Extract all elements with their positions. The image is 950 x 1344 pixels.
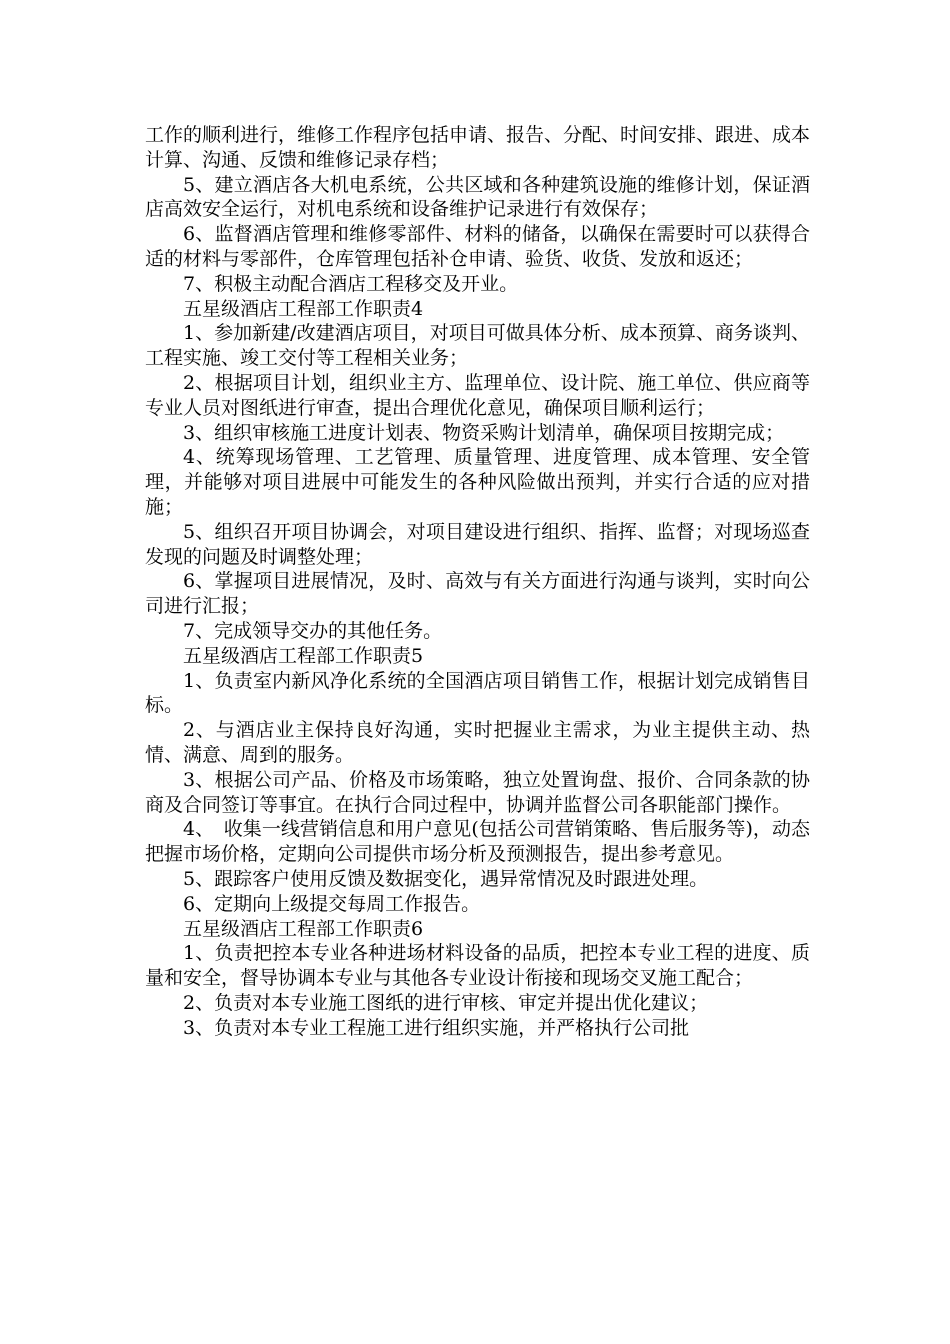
paragraph: 3、组织审核施工进度计划表、物资采购计划清单，确保项目按期完成； [183, 421, 785, 444]
paragraph: 工作的顺利进行，维修工作程序包括申请、报告、分配、时间安排、跟进、成本计算、沟通、反馈和维修记录存档； [145, 124, 811, 171]
paragraph: 5、跟踪客户使用反馈及数据变化，遇异常情况及时跟进处理。 [183, 867, 709, 890]
paragraph: 4、 收集一线营销信息和用户意见(包括公司营销策略、售后服务等)，动态把握市场价格，定期向公司提供市场分析及预测报告，提出参考意见。 [145, 818, 810, 866]
paragraph: 1、负责把控本专业各种进场材料设备的品质，把控本专业工程的进度、质量和安全，督导协调本专业与其他各专业设计衔接和现场交叉施工配合； [145, 942, 810, 990]
paragraph: 五星级酒店工程部工作职责5 [183, 644, 424, 667]
paragraph: 7、积极主动配合酒店工程移交及开业。 [183, 272, 519, 295]
paragraph: 1、负责室内新风净化系统的全国酒店项目销售工作，根据计划完成销售目标。 [145, 669, 810, 717]
paragraph: 6、定期向上级提交每周工作报告。 [183, 892, 481, 915]
paragraph: 7、完成领导交办的其他任务。 [183, 619, 443, 642]
paragraph: 3、负责对本专业工程施工进行组织实施，并严格执行公司批 [183, 1016, 690, 1039]
paragraph: 2、负责对本专业施工图纸的进行审核、审定并提出优化建议； [183, 991, 709, 1014]
paragraph: 6、监督酒店管理和维修零部件、材料的储备，以确保在需要时可以获得合适的材料与零部件，仓库管理包括补仓申请、验货、收货、发放和返还； [145, 223, 810, 270]
paragraph: 3、根据公司产品、价格及市场策略，独立处置询盘、报价、合同条款的协商及合同签订等事宜。在执行合同过程中，协调并监督公司各职能部门操作。 [145, 768, 810, 816]
paragraph: 6、掌握项目进展情况，及时、高效与有关方面进行沟通与谈判，实时向公司进行汇报； [145, 570, 810, 618]
paragraph: 4、统筹现场管理、工艺管理、质量管理、进度管理、成本管理、安全管理，并能够对项目进展中可能发生的各种风险做出预判，并实行合适的应对措施； [145, 446, 810, 518]
paragraph: 2、与酒店业主保持良好沟通，实时把握业主需求，为业主提供主动、热情、满意、周到的服务。 [145, 719, 810, 766]
paragraph: 2、根据项目计划，组织业主方、监理单位、设计院、施工单位、供应商等专业人员对图纸进行审查，提出合理优化意见，确保项目顺利运行； [145, 371, 810, 419]
document-page [145, 123, 810, 1040]
paragraph: 5、建立酒店各大机电系统，公共区域和各种建筑设施的维修计划，保证酒店高效安全运行，对机电系统和设备维护记录进行有效保存； [145, 173, 810, 221]
paragraph: 五星级酒店工程部工作职责4 [183, 297, 424, 320]
paragraph: 1、参加新建/改建酒店项目，对项目可做具体分析、成本预算、商务谈判、工程实施、竣工交付等工程相关业务； [145, 322, 810, 370]
paragraph: 五星级酒店工程部工作职责6 [183, 917, 424, 940]
paragraph: 5、组织召开项目协调会，对项目建设进行组织、指挥、监督；对现场巡查发现的问题及时调整处理； [145, 520, 810, 568]
